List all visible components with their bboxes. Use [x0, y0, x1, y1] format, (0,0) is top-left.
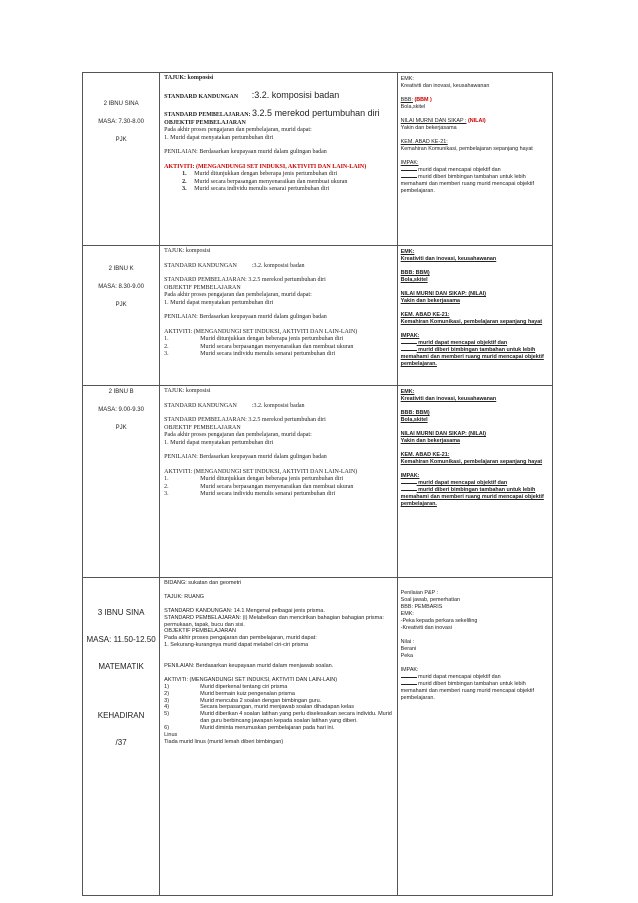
class-name: 2 IBNU B	[108, 389, 134, 395]
lesson-content-cell	[160, 246, 398, 386]
topic: TAJUK: komposisi	[164, 388, 211, 394]
subject: PJK	[115, 301, 127, 308]
impak-line: murid dapat mencapai objektif dan	[418, 340, 508, 347]
list-item: 1. Murid ditunjukkan dengan beberapa jenis pertumbuhan diri	[164, 336, 344, 342]
assessment-method-label: Penilaian P&P :	[400, 590, 439, 596]
impak-label: IMPAK:	[400, 667, 419, 674]
impak-line: murid dapat mencapai objektif dan	[418, 480, 508, 487]
lesson-content-cell	[160, 386, 398, 578]
list-item: 4) Secara berpasangan, murid menjawab soalan dihadapan kelas	[164, 704, 354, 711]
bbb-label: BBB: BBM)	[400, 410, 430, 417]
time-slot: MASA: 8.30-9.00	[98, 283, 144, 290]
list-item: 2) Murid bermain kuiz pengenalan prisma	[164, 690, 295, 697]
sp-text: STANDARD PEMBELAJARAN: 3.2.5 merekod pertumbuhan diri	[164, 417, 326, 423]
nilai-label: NILAI MURNI DAN SIKAP :	[400, 118, 467, 125]
assessment: PENILAIAN: Berdasarkan keupayaan murid dalam gulingan badan	[164, 314, 327, 320]
nilai-label: Nilai :	[400, 639, 415, 646]
sk-value: :3.2. komposisi badan	[251, 402, 305, 409]
class-info-cell	[83, 246, 160, 386]
class-name: 2 IBNU SINA	[103, 101, 139, 107]
class-info-cell	[83, 386, 160, 578]
bbb-items: Bola,skitel	[400, 104, 426, 111]
kem-value: Kemahiran Komunikasi, pembelajaran sepanjang hayat	[400, 319, 543, 326]
topic: TAJUK: RUANG	[164, 593, 205, 600]
linus-label: Linus	[164, 731, 178, 738]
lesson-content-cell	[160, 73, 398, 246]
activity-list	[164, 336, 394, 359]
class-info-cell	[83, 73, 160, 246]
emk-label: EMK:	[400, 249, 415, 255]
lesson-row-1	[83, 73, 553, 246]
emk-value: Kreativiti dan inovasi, keusahawanan	[400, 256, 497, 263]
subject: PJK	[115, 424, 127, 431]
bbb-label: BBB:	[400, 97, 413, 104]
activity-list	[164, 684, 394, 732]
kem-value: Kemahiran Komunikasi, pembelajaran sepanjang hayat	[400, 459, 543, 466]
list-item: 6) Murid diminta merumuskan pembelajaran pada hari ini.	[164, 725, 335, 731]
list-item: 1. Murid ditunjukkan dengan beberapa jenis pertumbuhan diri	[164, 476, 344, 482]
list-item: 3. Murid secara individu menulis senarai pertumbuhan diri	[164, 491, 336, 497]
notes-cell	[397, 73, 552, 246]
impak-label: IMPAK:	[400, 160, 419, 167]
nilai-label: NILAI MURNI DAN SIKAP: (NILAI)	[400, 291, 487, 298]
objective-line: 1. Murid dapat menyatakan pertumbuhan diri	[164, 439, 274, 446]
emk-label: EMK:	[400, 389, 415, 395]
impak-line: murid diberi bimbingan tambahan untuk lebih memahami dan memberi ruang murid mencapai objektif pembelajaran.	[400, 487, 544, 508]
assessment: PENILAIAN: Berdasarkan keupayaan murid dalam gulingan badan	[164, 149, 327, 155]
list-item: 3. Murid secara individu menulis senarai pertumbuhan diri	[182, 186, 330, 192]
time-slot: MASA: 9.00-9.30	[98, 406, 144, 413]
subject: PJK	[115, 136, 127, 143]
bbb-label: BBB: BBM)	[400, 270, 430, 277]
objective-line: Pada akhir proses pengajaran dan pembelajaran, murid dapat:	[164, 635, 317, 642]
emk-label: EMK:	[400, 76, 414, 82]
field: BIDANG: sukatan dan geometri	[164, 580, 242, 586]
impak-line: murid diberi bimbingan tambahan untuk lebih memahami dan memberi ruang murid mencapai objektif pembelajaran.	[400, 347, 544, 368]
assessment-method: Soal jawab, pemerhatian	[400, 597, 460, 604]
list-item: 2. Murid secara berpasangan menyenaraikan dan membuat ukuran	[164, 343, 354, 350]
sk-text: STANDARD KANDUNGAN: 14.1 Mengenal pelbagai jenis prisma.	[164, 607, 325, 614]
notes-cell	[397, 386, 552, 578]
attendance-count: /37	[115, 738, 127, 747]
subject: MATEMATIK	[98, 662, 144, 671]
attendance-label: KEHADIRAN	[97, 711, 145, 720]
objective-title: OBJEKTIF PEMBELAJARAN	[164, 284, 241, 291]
impak-line: murid dapat mencapai objektif dan	[418, 674, 501, 681]
nilai-value: (NILAI)	[467, 118, 486, 125]
objective-title: OBJEKTIF PEMBELAJARAN	[164, 424, 241, 431]
emk-item: -Peka kepada perkara sekeliling	[400, 618, 478, 625]
sp-text: STANDARD PEMBELAJARAN: (i) Melabelkan dan mencirikan bahagian bahagian prisma: permukaan, tapak, bucu dan sisi.	[164, 614, 384, 628]
activity-heading: AKTIVITI: (MENGANDUNGI SET INDUKSI, AKTIVITI DAN LAIN-LAIN)	[164, 676, 338, 683]
impak-label: IMPAK:	[400, 333, 420, 340]
lesson-content-cell	[160, 578, 398, 896]
list-item: 1) Murid diperkenal tentang ciri prisma	[164, 683, 288, 690]
topic: TAJUK: komposisi	[164, 75, 214, 81]
kem-label: KEM. ABAD KE-21:	[400, 139, 448, 146]
assessment: PENILAIAN: Berdasarkan keupayaan murid dalam gulingan badan	[164, 454, 327, 460]
list-item: 5) Murid diberikan 4 soalan latihan yang perlu diselesaikan secara individu. Murid dan guru berbincang jawapan kepada soalan latihan yang diberi.	[164, 711, 392, 725]
lesson-row-4	[83, 578, 553, 896]
sp-text: STANDARD PEMBELAJARAN: 3.2.5 merekod pertumbuhan diri	[164, 277, 326, 283]
nilai-label: NILAI MURNI DAN SIKAP: (NILAI)	[400, 431, 487, 438]
time-slot: MASA: 7.30-8.00	[98, 118, 144, 125]
sp-label: STANDARD PEMBELAJARAN:	[164, 112, 251, 118]
sp-value: 3.2.5 merekod pertumbuhan diri	[252, 108, 380, 118]
list-item: 2. Murid secara berpasangan menyenaraikan dan membuat ukuran	[164, 483, 354, 490]
impak-label: IMPAK:	[400, 473, 420, 480]
class-name: 3 IBNU SINA	[97, 608, 145, 617]
class-name: 2 IBNU K	[108, 266, 134, 272]
emk-value: Kreativiti dan inovasi, keusahawanan	[400, 396, 497, 403]
objective-line: Pada akhir proses pengajaran dan pembelajaran, murid dapat:	[164, 127, 312, 133]
activity-list	[164, 171, 394, 194]
emk-value: Kreativiti dan inovasi, keusahawanan	[400, 83, 490, 90]
lesson-plan-table	[82, 72, 553, 896]
sk-value: :3.2. komposisi badan	[251, 262, 305, 269]
list-item: 2. Murid secara berpasangan menyenaraikan dan membuat ukuran	[182, 178, 348, 185]
kem-label: KEM. ABAD KE-21:	[400, 312, 450, 319]
sk-label: STANDARD KANDUNGAN	[164, 262, 237, 269]
activity-heading: AKTIVITI: (MENGANDUNGI SET INDUKSI, AKTIVITI DAN LAIN-LAIN)	[164, 163, 367, 170]
list-item: 1. Murid ditunjukkan dengan beberapa jenis pertumbuhan diri	[182, 171, 338, 177]
impak-line: murid dapat mencapai objektif dan	[418, 167, 501, 174]
nilai-item: Berani	[400, 646, 417, 653]
list-item: 3. Murid secara individu menulis senarai pertumbuhan diri	[164, 351, 336, 357]
activity-heading: AKTIVITI: (MENGANDUNGI SET INDUKSI, AKTIVITI DAN LAIN-LAIN)	[164, 328, 358, 335]
objective-line: Pada akhir proses pengajaran dan pembelajaran, murid dapat:	[164, 292, 312, 298]
sk-value: :3.2. komposisi badan	[251, 89, 340, 100]
lesson-row-2	[83, 246, 553, 386]
bbb-items: BBB: PEMBARIS	[400, 604, 443, 611]
activity-heading: AKTIVITI: (MENGANDUNGI SET INDUKSI, AKTIVITI DAN LAIN-LAIN)	[164, 468, 358, 475]
notes-cell	[397, 578, 552, 896]
objective-line: 1. Murid dapat menyatakan pertumbuhan diri	[164, 134, 274, 141]
nilai-item: Peka	[400, 653, 413, 660]
topic: TAJUK: komposisi	[164, 248, 211, 254]
objective-line: 1. Sekurang-kurangnya murid dapat melabel ciri-ciri prisma	[164, 642, 309, 649]
objective-title: OBJEKTIF PEMBELAJARAN	[164, 119, 246, 126]
emk-item: -Kreativiti dan inovasi	[400, 625, 452, 632]
bbb-items: Bola,skitel	[400, 417, 428, 424]
impak-line: murid diberi bimbingan tambahan untuk lebih memahami dan memberi ruang murid mencapai objektif pembelajaran.	[400, 681, 534, 702]
nilai-items: Yakin dan bekerjasama	[400, 125, 457, 132]
assessment: PENILAIAN: Berdasarkan keupayaan murid dalam menjawab soalan.	[164, 663, 334, 669]
impak-line: murid diberi bimbingan tambahan untuk lebih memahami dan memberi ruang murid mencapai objektif pembelajaran.	[400, 174, 534, 195]
lesson-row-3	[83, 386, 553, 578]
nilai-items: Yakin dan bekerjasama	[400, 298, 460, 305]
list-item: 3) Murid mencuba 2 soalan dengan bimbingan guru.	[164, 697, 322, 704]
objective-title: OBJEKTIF PEMBELAJARAN	[164, 628, 236, 635]
activity-list	[164, 476, 394, 499]
notes-cell	[397, 246, 552, 386]
kem-value: Kemahiran Komunikasi, pembelajaran sepanjang hayat	[400, 146, 533, 153]
linus-note: Tiada murid linus (murid lemah diberi bimbingan)	[164, 738, 284, 745]
objective-line: 1. Murid dapat menyatakan pertumbuhan diri	[164, 299, 274, 306]
time-slot: MASA: 11.50-12.50	[86, 635, 156, 644]
sk-label: STANDARD KANDUNGAN	[164, 93, 239, 100]
nilai-items: Yakin dan bekerjasama	[400, 438, 460, 445]
kem-label: KEM. ABAD KE-21:	[400, 452, 450, 459]
objective-line: Pada akhir proses pengajaran dan pembelajaran, murid dapat:	[164, 432, 312, 438]
emk-label: EMK:	[400, 611, 414, 618]
class-info-cell	[83, 578, 160, 896]
sk-label: STANDARD KANDUNGAN	[164, 402, 237, 409]
bbb-value: (BBM )	[414, 97, 432, 104]
bbb-items: Bola,skitel	[400, 277, 428, 284]
